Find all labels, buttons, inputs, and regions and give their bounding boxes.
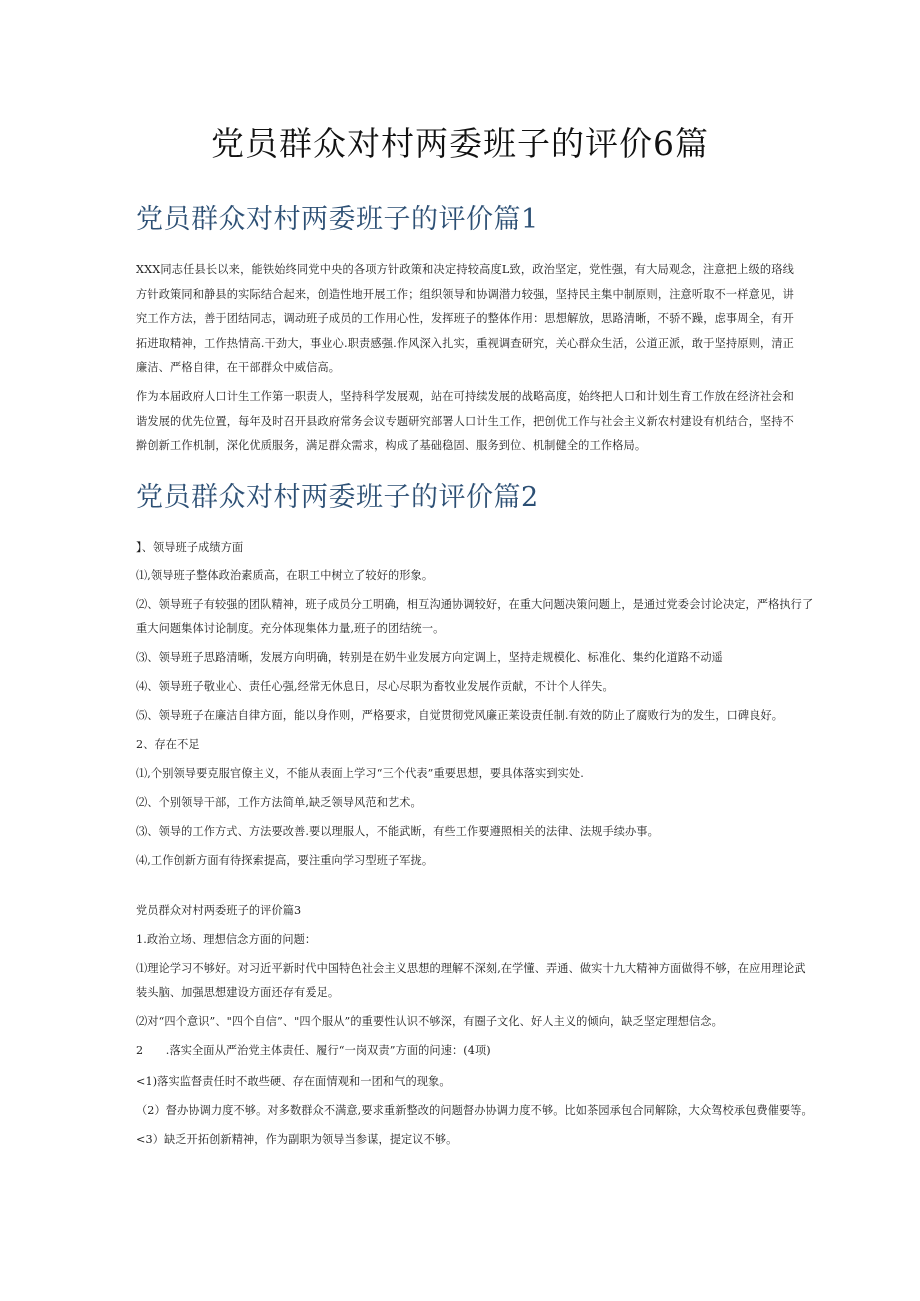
section2-item: ⑷,工作创新方面有待探索提高，要注重向学习型班子军拢。 — [136, 854, 434, 867]
section2-item: 】、领导班子成绩方面 — [136, 541, 244, 554]
section3-item: ⑴理论学习不够好。对习近平新时代中国特色社会主义思想的理解不深刻,在学懂、弄通、做实十九大精神方面做得不够，在应用理论武装头脑、加强思想建设方面还存有爰足。 — [136, 962, 806, 999]
section1-paragraph-2: 作为本届政府人口计生工作第一职责人，坚持科学发展观，站在可持续发展的战略高度，始终把人口和计划生育工作放在经济社会和谐发展的优先位置，每年及时召开县政府常务会议专题研究部署人口计生工作，把创优工作与社会主义新农村建设有机结合，坚持不擀创新工作机制，深化优质服务，满足群众需求，构成了基础稳固、服务到位、机制健全的工作格局。 — [136, 390, 794, 452]
section2-heading: 党员群众对村两委班子的评价篇2 — [136, 482, 539, 513]
section2-item: ⑶、领导班子思路清晰，发展方向明确，转别是在奶牛业发展方向定调上，坚持走规模化、标准化、集约化道路不动遥 — [136, 651, 723, 664]
section2-item: ⑴,个别领导要克服官僚主义，不能从表面上学习“三个代表”重要思想，要具体落实到实处. — [136, 767, 584, 780]
section2-item: ⑶、领导的工作方式、方法要改善.要以理服人，不能武断，有些工作要遵照相关的法律、法规手续办事。 — [136, 825, 659, 838]
section2-item: ⑴,领导班子整体政治素质高，在职工中树立了较好的形象。 — [136, 569, 434, 582]
section3-heading: 党员群众对村两委班子的评价篇3 — [136, 904, 302, 917]
section1-paragraph-1: XXX同志任县长以来，能铁始终同党中央的各项方针政策和决定持较高度L致，政治坚定，党性强，有大局观念，注意把上级的珞线方针政策同和静县的实际结合起来，创造性地开展工作；组织领导和协调潜力较强，坚持民主集中制原则，注意听取不一样意见，讲究工作方法，善于团结同志，调动班子成员的工作用心性，发挥班子的整体作用：思想解放，思路清晰，不骄不躁，虑事周全，有开拓进取精神，工作热情高.干劲大，事业心.职责感强.作风深入扎实，重视调查研究，关心群众生活，公道正派，敢于坚持原则，清正廉洁、严格自律，在干部群众中威信高。 — [136, 263, 794, 374]
section3-item: 2 .落实全面从严治党主体责任、履行“一岗双责”方面的问速：(4项) — [136, 1044, 491, 1057]
section2-item: ⑸、领导班子在廉洁自律方面，能以身作则，严格要求，自觉贯彻党风廉正莱设责任制.有效的防止了腐败行为的发生，口碑良好。 — [136, 709, 784, 722]
section1-heading: 党员群众对村两委班子的评价篇1 — [136, 204, 539, 235]
section2-item: ⑵、个别领导干部，工作方法简单,缺乏领导风范和艺术。 — [136, 796, 422, 809]
section2-item: ⑵、领导班子有较强的团队精神，班子成员分工明确，相互沟通协调较好，在重大问题决策问题上，是通过党委会讨论决定，严格执行了重大问题集体讨论制度。充分体现集体力量,班子的团结统一。 — [136, 598, 814, 635]
section3-item: 1.政治立场、理想信念方面的问题： — [136, 933, 317, 946]
section3-item: <1)落实监督责任时不敢些硬、存在面情观和一团和气的现象。 — [136, 1075, 451, 1088]
section2-item: 2、存在不足 — [136, 738, 200, 751]
section3-item: ⑵对“四个意识”、"四个自信”、"四个服从”的重要性认识不够深，有圈子文化、好人主义的倾向，缺乏坚定理想信念。 — [136, 1015, 723, 1028]
document-title: 党员群众对村两委班子的评价6篇 — [211, 124, 709, 163]
section2-item: ⑷、领导班子敬业心、责任心强,经常无休息日，尽心尽职为畜牧业发展作贡献，不计个人徉失。 — [136, 680, 614, 693]
section3-item: <3）缺乏开拓创新精神，作为副职为领导当参谋，提定议不够。 — [136, 1133, 458, 1146]
section3-item: （2）督办协调力度不够。对多数群众不满意,要求重新整改的问题督办协调力度不够。比如茶园承包合同解除，大众驾校承包费催要等。 — [136, 1104, 813, 1117]
